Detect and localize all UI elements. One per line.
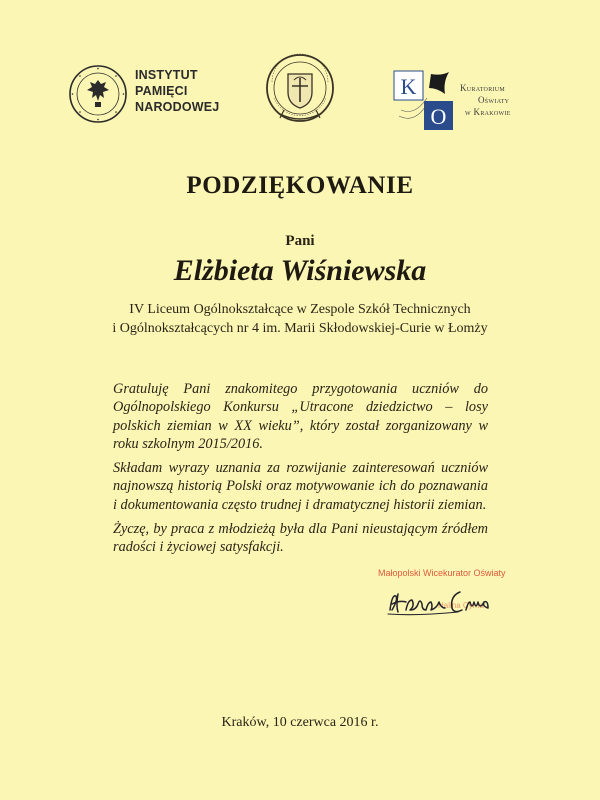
ipn-line-2: PAMIĘCI bbox=[135, 84, 188, 98]
body-paragraph-1: Gratuluję Pani znakomitego przygotowania uczniów do Ogólnopolskiego Konkursu „Utracone dziedzictwo – losy polskich ziemian w XX wieku”, który został zorganizowany w roku szkolnym 2015/2016. bbox=[113, 381, 488, 452]
school-line-2: i Ogólnokształcących nr 4 im. Marii Skłodowskiej-Curie w Łomży bbox=[112, 321, 488, 336]
school-line-1: IV Liceum Ogólnokształcące w Zespole Szkół Technicznych bbox=[129, 302, 471, 317]
signatory-name-stamp: Halina Cyma bbox=[438, 601, 484, 610]
kuratorium-line-3: w Krakowie bbox=[465, 107, 511, 117]
svg-text:K: K bbox=[400, 74, 417, 99]
signatory-title-stamp: Małopolski Wicekurator Oświaty bbox=[378, 568, 506, 578]
ipn-wordmark bbox=[135, 67, 219, 115]
kuratorium-line-1: Kuratorium bbox=[460, 83, 506, 93]
recipient-name: Elżbieta Wiśniewska bbox=[173, 254, 427, 287]
school-name bbox=[0, 300, 600, 338]
kuratorium-wordmark bbox=[460, 82, 511, 118]
ipn-line-3: NARODOWEJ bbox=[135, 100, 220, 114]
body-paragraph-2: Składam wyrazy uznania za rozwijanie zainteresowań uczniów najnowszą historią Polski oraz motywowanie ich do poznawania i dokumentowania często trudnej i dramatycznej historii ziemian. bbox=[113, 460, 488, 513]
ipn-line-1: INSTYTUT bbox=[135, 68, 198, 82]
kuratorium-line-2: Oświaty bbox=[478, 95, 510, 105]
letter-body bbox=[113, 380, 488, 563]
salutation: Pani bbox=[285, 233, 315, 249]
svg-text:O: O bbox=[430, 104, 447, 129]
place-and-date: Kraków, 10 czerwca 2016 r. bbox=[221, 715, 379, 730]
kuratorium-ko-logo-icon bbox=[393, 70, 456, 132]
pth-historical-society-crest-icon bbox=[264, 52, 336, 128]
document-title: PODZIĘKOWANIE bbox=[186, 172, 414, 199]
handwritten-signature bbox=[384, 584, 508, 620]
body-paragraph-3: Życzę, by praca z młodzieżą była dla Pani nieustającym źródłem radości i życiowej satysfakcji. bbox=[113, 521, 488, 556]
ipn-eagle-seal-icon bbox=[68, 64, 128, 124]
